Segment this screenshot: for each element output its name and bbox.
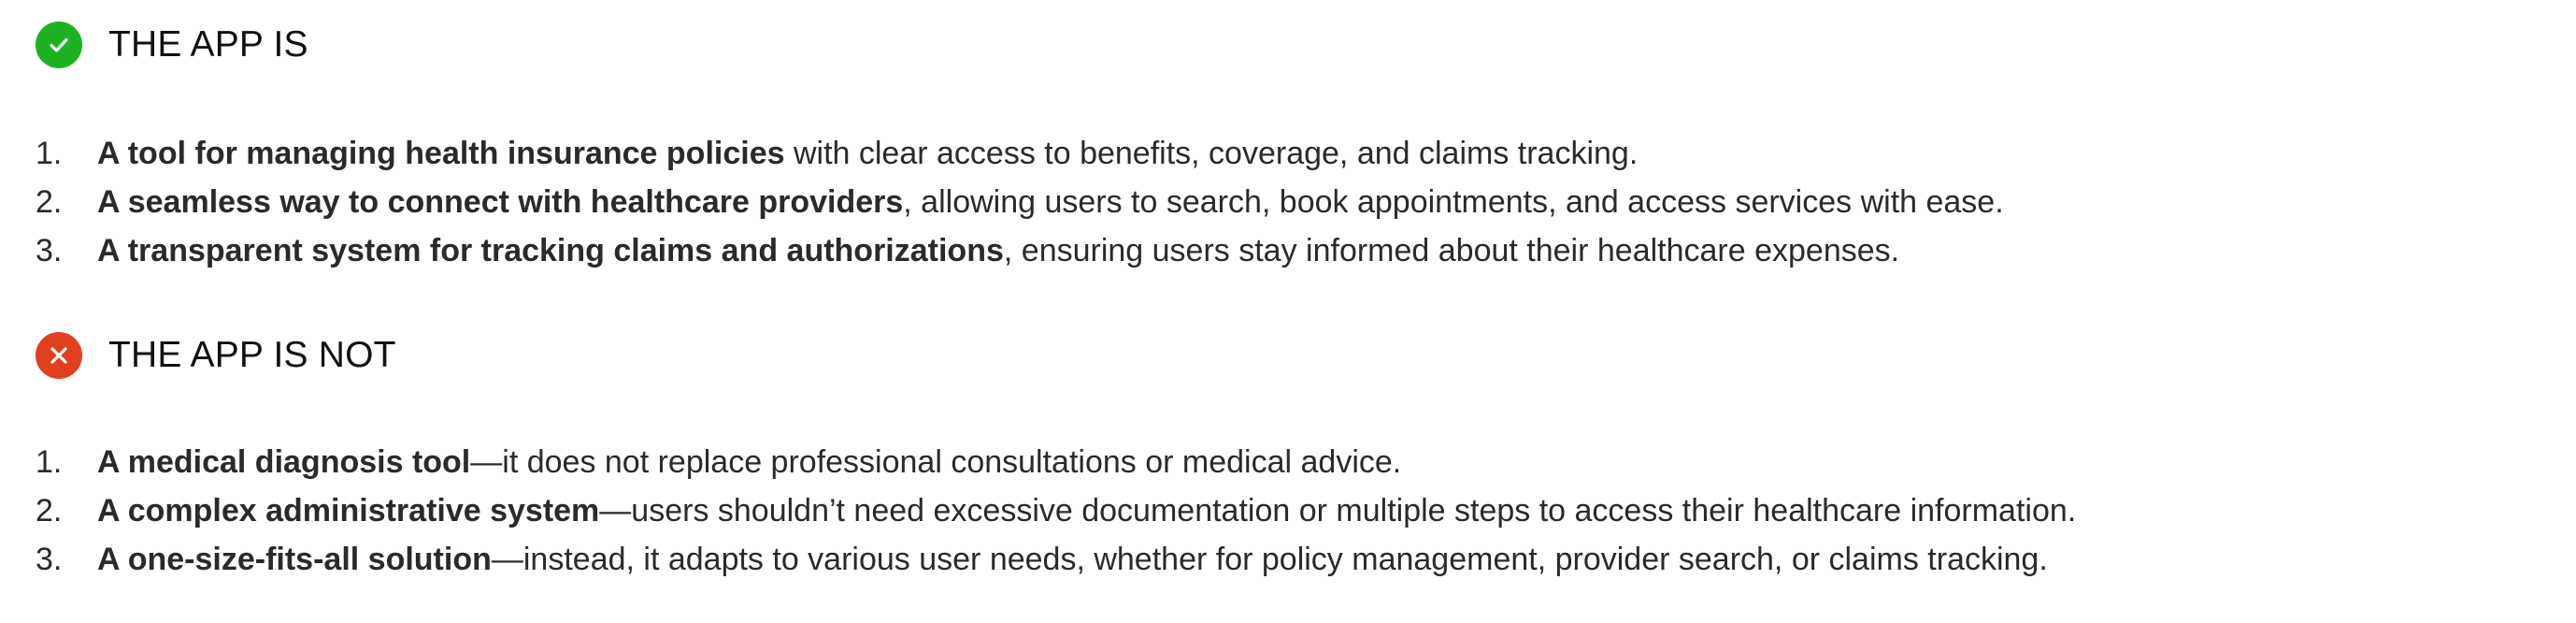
app-is-not-title: THE APP IS NOT: [108, 335, 396, 375]
list-item: [36, 226, 2004, 275]
list-item: [36, 438, 2076, 486]
list-item: [36, 129, 2004, 178]
list-item: [36, 178, 2004, 226]
app-is-not-list: [36, 438, 2076, 584]
app-is-header: [36, 21, 2004, 69]
item-text: —it does not replace professional consultations or medical advice.: [470, 444, 1402, 480]
item-bold-text: A transparent system for tracking claims and authorizations: [97, 233, 1004, 268]
check-circle-icon: [36, 22, 82, 68]
item-text: —instead, it adapts to various user needs, whether for policy management, provider search, or claims tracking.: [491, 542, 2048, 577]
list-item: [36, 486, 2076, 535]
item-number: 2.: [36, 493, 63, 529]
item-bold-text: A complex administrative system: [97, 493, 600, 529]
app-is-list: [36, 129, 2004, 275]
item-bold-text: A one-size-fits-all solution: [97, 542, 492, 577]
item-number: 3.: [36, 233, 63, 268]
item-text: with clear access to benefits, coverage, and claims tracking.: [784, 136, 1639, 171]
item-text: , allowing users to search, book appointments, and access services with ease.: [903, 184, 2004, 220]
item-number: 3.: [36, 542, 63, 577]
item-bold-text: A medical diagnosis tool: [97, 444, 471, 480]
item-bold-text: A seamless way to connect with healthcare providers: [97, 184, 904, 220]
item-bold-text: A tool for managing health insurance policies: [97, 136, 785, 171]
app-is-section: [36, 21, 2004, 275]
x-circle-icon: [36, 332, 82, 379]
app-is-not-header: [36, 331, 2076, 380]
app-is-title: THE APP IS: [108, 24, 308, 65]
item-number: 1.: [36, 136, 63, 171]
item-text: —users shouldn’t need excessive documentation or multiple steps to access their healthcare information.: [599, 493, 2077, 529]
app-is-not-section: [36, 331, 2076, 584]
item-text: , ensuring users stay informed about their healthcare expenses.: [1003, 233, 1900, 268]
item-number: 2.: [36, 184, 63, 220]
list-item: [36, 535, 2076, 584]
item-number: 1.: [36, 444, 63, 480]
